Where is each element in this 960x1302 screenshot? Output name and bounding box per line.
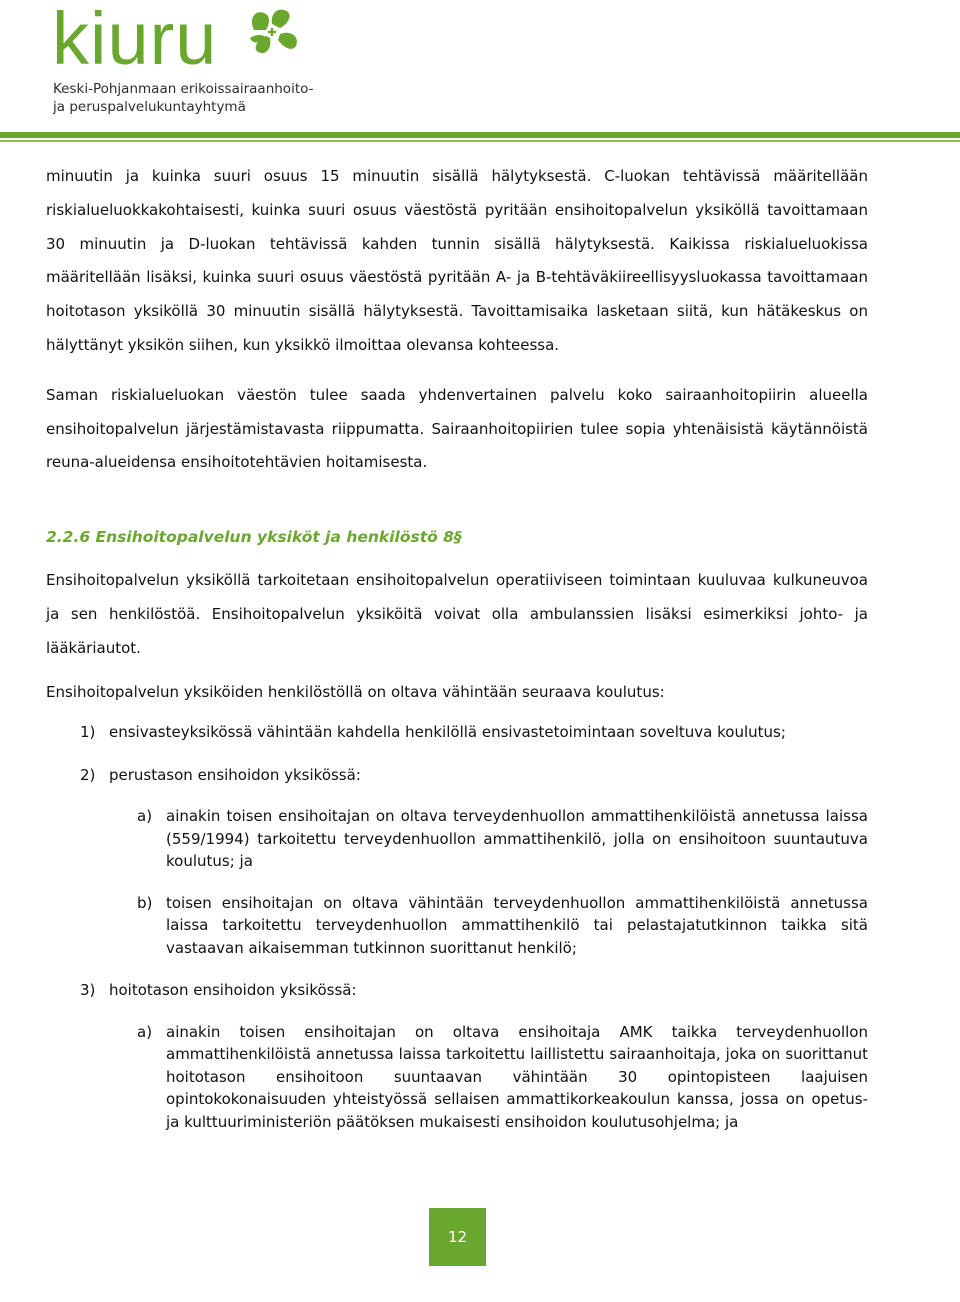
list-item-number: 2): [80, 765, 96, 784]
section-heading: 2.2.6 Ensihoitopalvelun yksiköt ja henkilöstö 8§: [46, 528, 462, 547]
sublist-item-letter: b): [137, 893, 153, 912]
sublist-item-text: ainakin toisen ensihoitajan on oltava ensihoitaja AMK taikka terveydenhuollon ammattihenkilöistä annetussa laissa tarkoitettu laillistettu sairaanhoitaja, joka on suorittanut hoitotason ensihoitoon suuntaavan vähintään 30 opintopisteen laajuisen opintokokonaisuuden yhteistyössä sellaisen ammattikorkeakoulun kanssa, jossa on opetus- ja kulttuuriministeriön päätöksen mukaisesti ensihoidon koulutusohjelma; ja: [166, 1022, 868, 1131]
sublist-item-text: toisen ensihoitajan on oltava vähintään terveydenhuollon ammattihenkilöistä annetussa laissa tarkoitettu terveydenhuollon ammattihenkilö tai pelastajatutkinnon taikka sitä vastaavan aikaisemman tutkinnon suorittanut henkilö;: [166, 893, 868, 957]
logo-flower-icon: [246, 4, 304, 58]
body-paragraph: Saman riskialueluokan väestön tulee saada yhdenvertainen palvelu koko sairaanhoitopiirin alueella ensihoitopalvelun järjestämistavasta riippumatta. Sairaanhoitopiirien tulee sopia yhtenäisistä käytännöistä reuna-alueidensa ensihoitotehtävien hoitamisesta.: [46, 385, 868, 472]
sublist-item: [137, 1021, 868, 1134]
sublist-item-letter: a): [137, 1022, 153, 1041]
logo-wordmark: kiuru: [52, 0, 218, 80]
list-item-text: perustason ensihoidon yksikössä:: [109, 765, 361, 784]
logo-subtitle-line2: ja peruspalvelukuntayhtymä: [53, 99, 246, 115]
sublist-basic-level: [46, 805, 868, 959]
body-paragraph: Ensihoitopalvelun yksiköiden henkilöstöllä on oltava vähintään seuraava koulutus:: [46, 682, 665, 701]
list-item: [80, 721, 868, 744]
sublist-item-text: ainakin toisen ensihoitajan on oltava terveydenhuollon ammattihenkilöistä annetussa laissa (559/1994) tarkoitettu terveydenhuollon ammattihenkilö, jolla on ensihoitoon suuntautuva koulutus; ja: [166, 807, 868, 871]
logo-subtitle-line1: Keski-Pohjanmaan erikoissairaanhoito-: [53, 81, 314, 97]
sublist-advanced-level: [46, 1021, 868, 1134]
sublist-item: [137, 892, 868, 960]
page-number: 12: [429, 1208, 486, 1266]
sublist-item: [137, 805, 868, 873]
document-body: [46, 160, 868, 1133]
header-divider: [0, 132, 960, 138]
list-item-number: 1): [80, 723, 96, 742]
list-item-text: hoitotason ensihoidon yksikössä:: [109, 981, 357, 1000]
list-item-text: ensivasteyksikössä vähintään kahdella henkilöllä ensivastetoimintaan soveltuva koulutus;: [109, 723, 786, 742]
body-paragraph: minuutin ja kuinka suuri osuus 15 minuutin sisällä hälytyksestä. C-luokan tehtävissä määritellään riskialueluokkakohtaisesti, kuinka suuri osuus väestöstä pyritään ensihoitopalvelun yksiköllä tavoittamaan 30 minuutin ja D-luokan tehtävissä kahden tunnin sisällä hälytyksestä. Kaikissa riskialueluokissa määritellään lisäksi, kuinka suuri osuus väestöstä pyritään A- ja B-tehtäväkiireellisyysluokassa tavoittamaan hoitotason yksiköllä 30 minuutin sisällä hälytyksestä. Tavoittamisaika lasketaan siitä, kun hätäkeskus on hälyttänyt yksikön siihen, kun yksikkö ilmoittaa olevansa kohteessa.: [46, 167, 868, 354]
sublist-item-letter: a): [137, 807, 153, 826]
body-paragraph: Ensihoitopalvelun yksiköllä tarkoitetaan ensihoitopalvelun operatiiviseen toimintaan kuuluvaa kulkuneuvoa ja sen henkilöstöä. Ensihoitopalvelun yksiköitä voivat olla ambulanssien lisäksi esimerkiksi johto- ja lääkäriautot.: [46, 571, 868, 657]
list-item-number: 3): [80, 981, 96, 1000]
page-header: [0, 0, 960, 145]
header-divider-thin: [0, 140, 960, 142]
requirements-list-cont: [46, 979, 868, 1002]
requirements-list: [46, 721, 868, 786]
list-item: [80, 979, 868, 1002]
list-item: [80, 764, 868, 787]
